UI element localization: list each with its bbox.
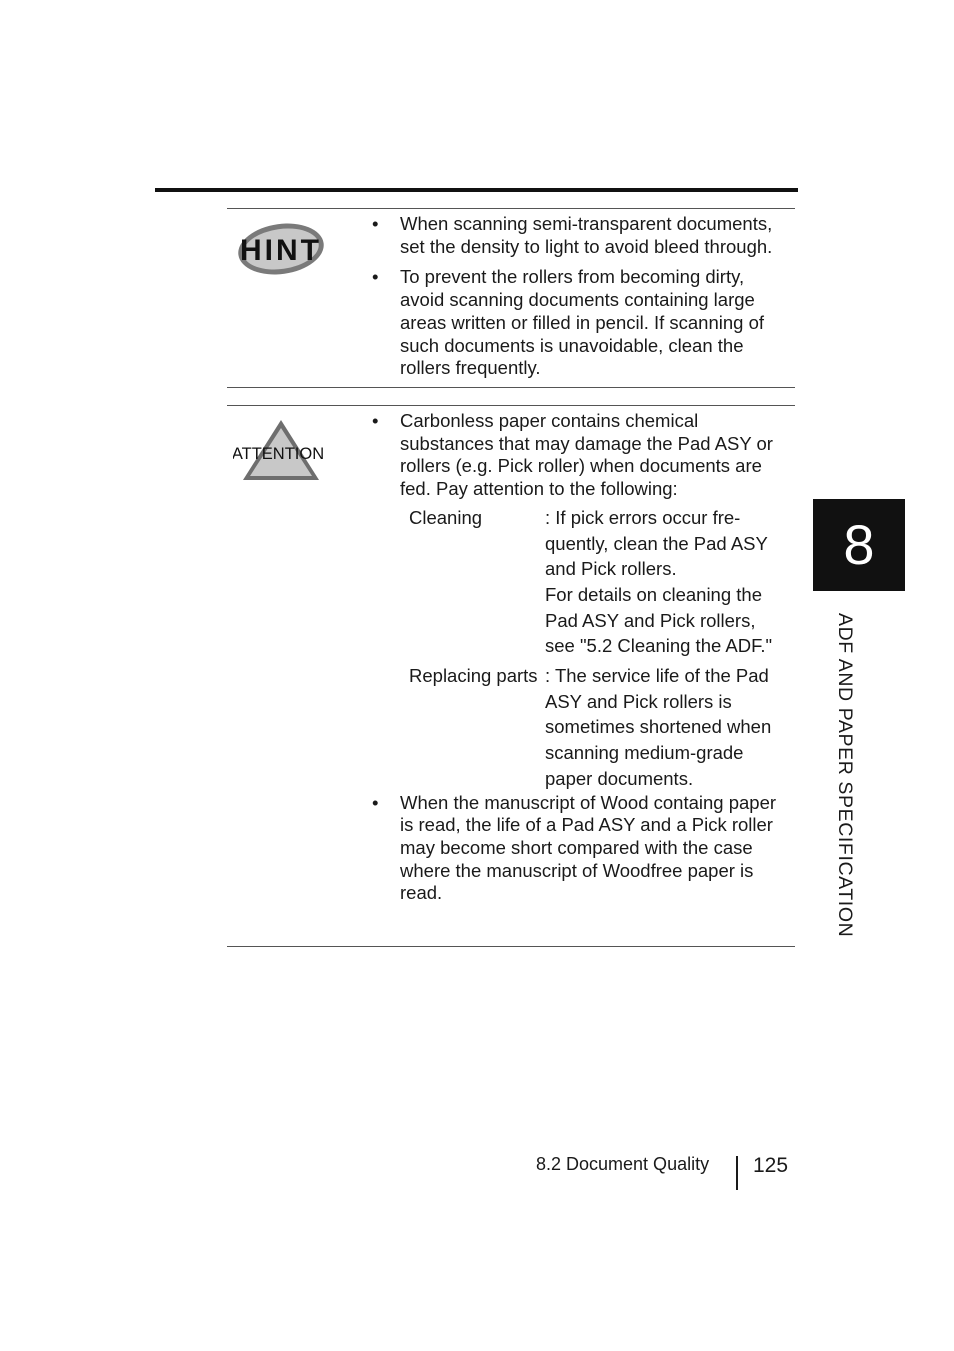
footer-section-title: 8.2 Document Quality bbox=[536, 1154, 710, 1174]
attention-content bbox=[370, 410, 790, 905]
hint-bullet-text: When scanning semi-transparent documents, set the density to light to avoid bleed through. bbox=[400, 213, 773, 257]
list-item bbox=[370, 792, 790, 906]
bullet: • bbox=[372, 410, 379, 431]
definition-row bbox=[409, 663, 790, 792]
definition-desc bbox=[545, 505, 783, 659]
svg-text:HINT: HINT bbox=[240, 234, 322, 267]
list-item bbox=[370, 410, 790, 501]
attention-last-bullet: When the manuscript of Wood containg paper is read, the life of a Pad ASY and a Pick roller may become short compared with the case where the manuscript of Woodfree paper is read. bbox=[400, 791, 777, 904]
bullet: • bbox=[372, 266, 379, 288]
footer-divider bbox=[736, 1156, 738, 1190]
hint-icon bbox=[233, 220, 331, 278]
definition-desc-text: : If pick errors occur fre-quently, clean the Pad ASY and Pick rollers. bbox=[545, 506, 768, 580]
definition-term: Replacing parts bbox=[409, 665, 538, 687]
definition-term: Cleaning bbox=[409, 506, 483, 528]
top-rule bbox=[155, 188, 798, 192]
definition-desc: : The service life of the Pad ASY and Pick rollers is sometimes shortened when scanning medium-grade paper documents. bbox=[545, 665, 772, 789]
definition-desc-text: For details on cleaning the Pad ASY and Pick rollers, see "5.2 Cleaning the ADF." bbox=[545, 583, 773, 657]
definition-row bbox=[409, 505, 790, 659]
page-number: 125 bbox=[753, 1154, 789, 1177]
hint-content bbox=[370, 213, 790, 380]
svg-text:ATTENTION: ATTENTION bbox=[233, 445, 325, 463]
attention-icon bbox=[233, 418, 325, 482]
chapter-number-tab: 8 bbox=[813, 499, 905, 591]
bullet: • bbox=[372, 213, 379, 234]
hint-bullet-text: To prevent the rollers from becoming dirty, avoid scanning documents containing large areas written or filled in pencil. If scanning of such documents is unavoidable, clean the rollers frequently. bbox=[400, 266, 765, 379]
list-item bbox=[370, 213, 790, 258]
chapter-title: ADF AND PAPER SPECIFICATION bbox=[834, 613, 856, 938]
list-item bbox=[370, 266, 790, 380]
definition-list bbox=[409, 505, 790, 792]
attention-intro: Carbonless paper contains chemical substances that may damage the Pad ASY or rollers (e.g. Pick roller) when documents are fed. Pay attention to the following: bbox=[400, 410, 773, 500]
bullet: • bbox=[372, 791, 379, 813]
